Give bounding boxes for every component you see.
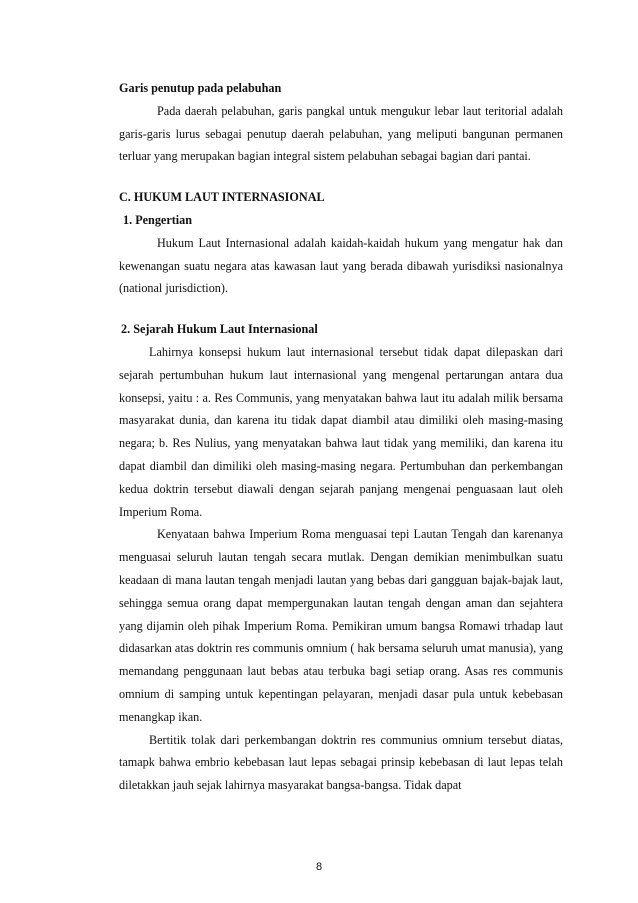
- heading-pengertian: 1. Pengertian: [123, 212, 193, 227]
- page-content: [119, 77, 563, 797]
- page-number: 8: [315, 861, 323, 873]
- paragraph-sejarah-3: Bertitik tolak dari perkembangan doktrin res communius omnium tersebut diatas, tamapk bahwa embrio kebebasan laut lepas sebagai prinsip kebebasan di laut lepas telah diletakkan jauh sejak lahirnya masyarakat bangsa-bangsa. Tidak dapat: [119, 732, 563, 793]
- spacer: [119, 300, 563, 318]
- paragraph-pengertian: Hukum Laut Internasional adalah kaidah-kaidah hukum yang mengatur hak dan kewenangan suatu negara atas kawasan laut yang berada dibawah yurisdiksi nasionalnya (national jurisdiction).: [119, 235, 563, 296]
- heading-port-closing-line: Garis penutup pada pelabuhan: [119, 81, 282, 95]
- paragraph-port-closing-line: Pada daerah pelabuhan, garis pangkal untuk mengukur lebar laut teritorial adalah garis-garis lurus sebagai penutup daerah pelabuhan, yang meliputi bangunan permanen terluar yang merupakan bagian integral sistem pelabuhan sebagai bagian dari pantai.: [119, 103, 563, 164]
- heading-sejarah: 2. Sejarah Hukum Laut Internasional: [121, 322, 318, 337]
- paragraph-sejarah-1: Lahirnya konsepsi hukum laut internasional tersebut tidak dapat dilepaskan dari sejarah pertumbuhan hukum laut internasional yang mengenal pertarungan antara dua konsepsi, yaitu : a. Res Communis, yang menyatakan bahwa laut itu adalah milik bersama masyarakat dunia, dan karena itu tidak dapat diambil atau dimiliki oleh masing-masing negara; b. Res Nulius, yang menyatakan bahwa laut tidak yang memiliki, dan karena itu dapat diambil dan dimiliki oleh masing-masing negara. Pertumbuhan dan perkembangan kedua doktrin tersebut diawali dengan sejarah panjang mengenai penguasaan laut oleh Imperium Roma.: [119, 344, 563, 519]
- heading-section-c: C. HUKUM LAUT INTERNASIONAL: [119, 190, 325, 205]
- spacer: [119, 168, 563, 186]
- paragraph-sejarah-2: Kenyataan bahwa Imperium Roma menguasai tepi Lautan Tengah dan karenanya menguasai seluruh lautan tengah secara mutlak. Dengan demikian menimbulkan suatu keadaan di mana lautan tengah menjadi lautan yang bebas dari gangguan bajak-bajak laut, sehingga semua orang dapat mempergunakan lautan tengah dengan aman dan sejahtera yang dijamin oleh pihak Imperium Roma. Pemikiran umum bangsa Romawi trhadap laut didasarkan atas doktrin res communis omnium ( hak bersama seluruh umat manusia), yang memandang penggunaan laut bebas atau terbuka bagi setiap orang. Asas res communis omnium di samping untuk kepentingan pelayaran, menjadi dasar pula untuk kebebasan menangkap ikan.: [119, 527, 563, 724]
